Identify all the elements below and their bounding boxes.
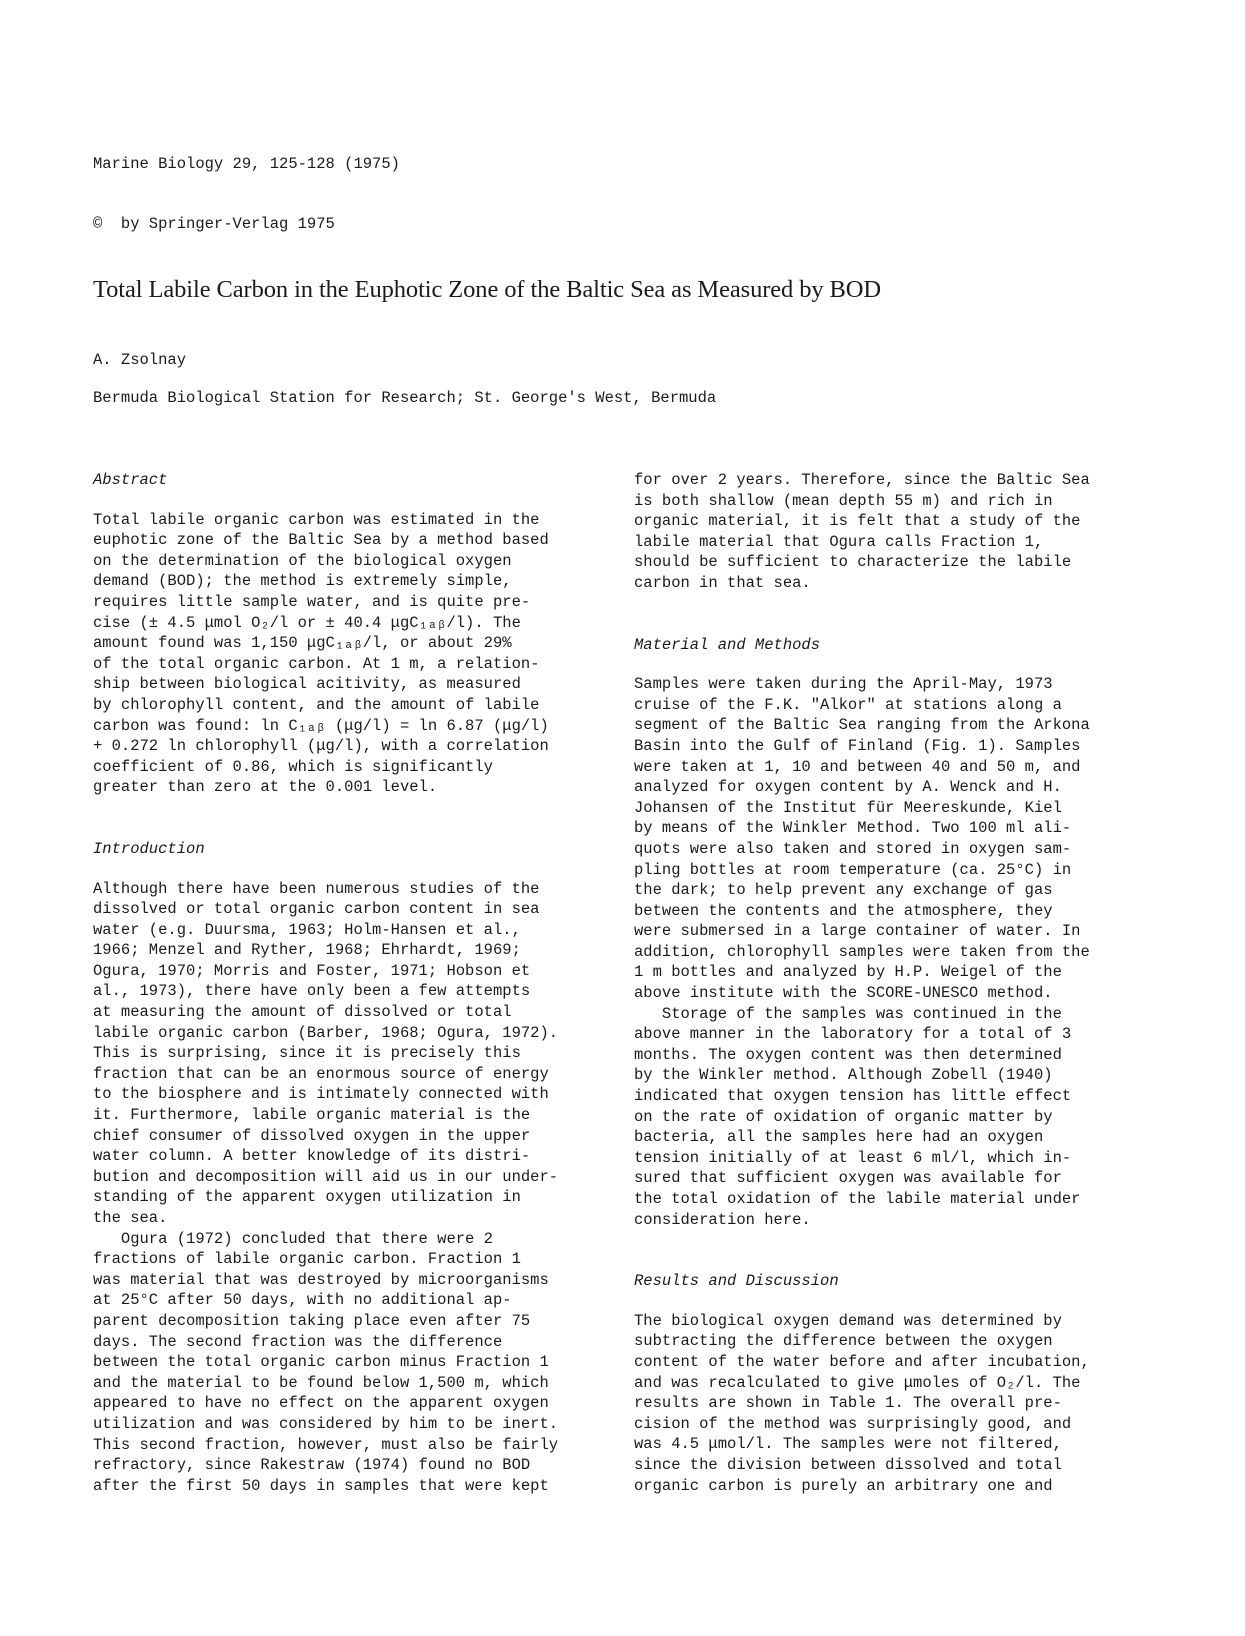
results-heading: Results and Discussion (634, 1272, 839, 1291)
methods-paragraph-1: Samples were taken during the April-May, 1973 cruise of the F.K. "Alkor" at stations along a segment of the Baltic Sea ranging from the Arkona Basin into the Gulf of Finland (Fig. 1). Samples were taken at 1, 10 and between 40 and 50 m, and analyzed for oxygen content by A. Wenck and H. Johansen of the Institut für Meereskunde, Kiel by means of the Winkler Method. Two 100 ml ali- quots were also taken and stored in oxygen sam- pling bottles at room temperature (ca. 25°C) in the dark; to help prevent any exchange of gas between the contents and the atmosphere, they were submersed in a large container of water. In addition, chlorophyll samples were taken from the 1 m bottles and analyzed by H.P. Weigel of the above institute with the SCORE-UNESCO method. (634, 675, 1090, 1003)
paper-title: Total Labile Carbon in the Euphotic Zone of the Baltic Sea as Measured by BOD (93, 276, 881, 303)
abstract-heading: Abstract (93, 471, 168, 489)
introduction-heading: Introduction (93, 839, 205, 858)
results-paragraph-1: The biological oxygen demand was determined by subtracting the difference between the oxygen content of the water before and after incubation, and was recalculated to give μmoles of O₂/l. The results are shown in Table 1. The overall pre- cision of the method was surprisingly good, and was 4.5 μmol/l. The samples were not filtered, since the division between dissolved and total organic carbon is purely an arbitrary one and (634, 1311, 1090, 1495)
introduction-paragraph-1: Although there have been numerous studies of the dissolved or total organic carbon content in sea water (e.g. Duursma, 1963; Holm-Hansen et al., 1966; Menzel and Ryther, 1968; Ehrhardt, 1969; Ogura, 1970; Morris and Foster, 1971; Hobson et al., 1973), there have only been a few attempts at measuring the amount of dissolved or total labile organic carbon (Barber, 1968; Ogura, 1972). This is surprising, since it is precisely this fraction that can be an enormous source of energy to the biosphere and is intimately connected with it. Furthermore, labile organic material is the chief consumer of dissolved oxygen in the upper water column. A better knowledge of its distri- bution and decomposition will aid us in our under- standing of the apparent oxygen utilization in the sea. (93, 879, 559, 1227)
citation-block (93, 114, 400, 254)
introduction-paragraph-2: Ogura (1972) concluded that there were 2 fractions of labile organic carbon. Fraction 1 was material that was destroyed by microorganisms at 25°C after 50 days, with no additional ap- parent decomposition taking place even after 75 days. The second fraction was the difference between the total organic carbon minus Fraction 1 and the material to be found below 1,500 m, which appeared to have no effect on the apparent oxygen utilization and was considered by him to be inert. This second fraction, however, must also be fairly refractory, since Rakestraw (1974) found no BOD after the first 50 days in samples that were kept (93, 1229, 559, 1495)
introduction-paragraph-3: for over 2 years. Therefore, since the Baltic Sea is both shallow (mean depth 55 m) and rich in organic material, it is felt that a study of the labile material that Ogura calls Fraction 1, should be sufficient to characterize the labile carbon in that sea. (634, 471, 1090, 592)
right-column (634, 470, 1144, 1496)
methods-heading: Material and Methods (634, 635, 821, 654)
author-name: A. Zsolnay (93, 351, 187, 369)
journal-citation: Marine Biology 29, 125-128 (1975) (93, 155, 400, 173)
copyright-line: © by Springer-Verlag 1975 (93, 215, 335, 233)
left-column (93, 470, 603, 1496)
author-affiliation: Bermuda Biological Station for Research; St. George's West, Bermuda (93, 389, 717, 407)
methods-paragraph-2: Storage of the samples was continued in the above manner in the laboratory for a total of 3 months. The oxygen content was then determined by the Winkler method. Although Zobell (1940) indicated that oxygen tension has little effect on the rate of oxidation of organic matter by bacteria, all the samples here had an oxygen tension initially of at least 6 ml/l, which in- sured that sufficient oxygen was available for the total oxidation of the labile material under consideration here. (634, 1004, 1081, 1229)
abstract-text: Total labile organic carbon was estimated in the euphotic zone of the Baltic Sea by a method based on the determination of the biological oxygen demand (BOD); the method is extremely simple, requires little sample water, and is quite pre- cise (± 4.5 μmol O₂/l or ± 40.4 μgC₁ₐᵦ/l). The amount found was 1,150 μgC₁ₐᵦ/l, or about 29% of the total organic carbon. At 1 m, a relation- ship between biological acitivity, as measured by chlorophyll content, and the amount of labile carbon was found: ln C₁ₐᵦ (μg/l) = ln 6.87 (μg/l) + 0.272 ln chlorophyll (μg/l), with a correlation coefficient of 0.86, which is significantly greater than zero at the 0.001 level. (93, 510, 549, 797)
